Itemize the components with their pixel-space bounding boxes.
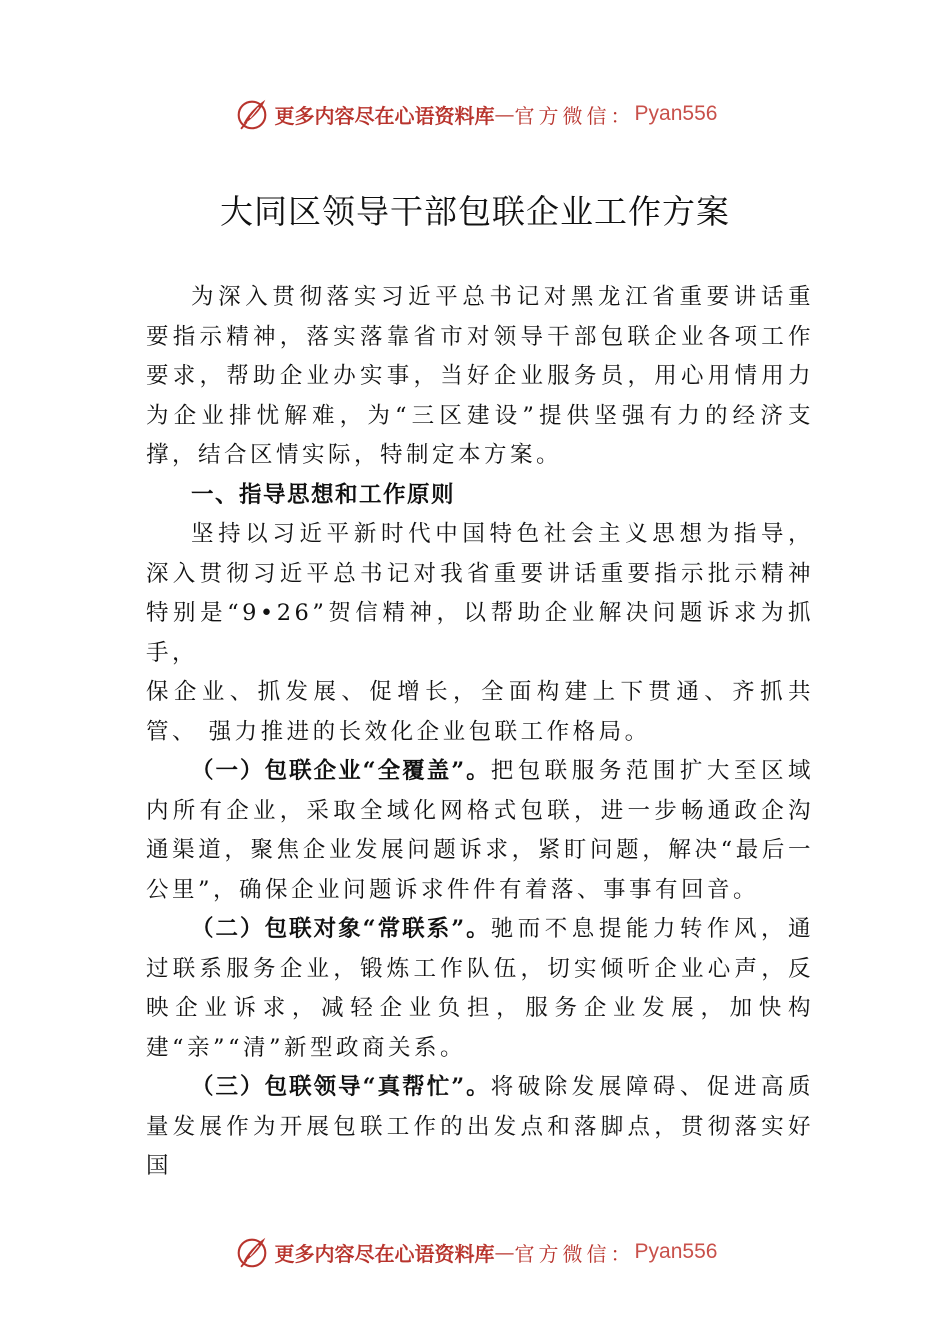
document-title: 大同区领导干部包联企业工作方案 bbox=[220, 192, 730, 231]
quill-logo-icon bbox=[233, 1233, 271, 1271]
banner-text: 更多内容尽在心语资料库 bbox=[274, 1241, 495, 1266]
document-body bbox=[146, 278, 814, 1187]
footer-banner bbox=[0, 1230, 950, 1274]
banner-wechat-id: Pyan556 bbox=[634, 1240, 718, 1263]
item-2-body: 驰而不息提能力转作风，通过联系服务企业，锻炼工作队伍，切实倾听企业心声，反映企业诉求，减轻企业负担，服务企业发展，加快构建“亲”“清”新型政商关系。 bbox=[146, 916, 814, 1061]
banner-wechat-label: 官方微信： bbox=[514, 1241, 635, 1266]
item-1-body: 把包联服务范围扩大至区域内所有企业，采取全域化网格式包联，进一步畅通政企沟通渠道，聚焦企业发展问题诉求，紧盯问题，解决“最后一公里”，确保企业问题诉求件件有着落、事事有回音。 bbox=[146, 758, 814, 903]
banner-wechat-id: Pyan556 bbox=[634, 102, 718, 125]
item-paragraph-3 bbox=[146, 1068, 814, 1187]
item-paragraph-2 bbox=[146, 910, 814, 1068]
item-1-heading: （一）包联企业“全覆盖”。 bbox=[191, 758, 491, 784]
item-3-heading: （三）包联领导“真帮忙”。 bbox=[191, 1074, 491, 1100]
section-paragraph-part-a: 坚持以习近平新时代中国特色社会主义思想为指导，深入贯彻习近平总书记对我省重要讲话重要指示批示精神特别是“9•26”贺信精神，以帮助企业解决问题诉求为抓手， bbox=[146, 521, 814, 666]
banner-separator: — bbox=[494, 1240, 515, 1264]
banner-text: 更多内容尽在心语资料库 bbox=[274, 103, 495, 128]
item-2-heading: （二）包联对象“常联系”。 bbox=[191, 916, 491, 942]
item-paragraph-1 bbox=[146, 752, 814, 910]
quill-logo-icon bbox=[233, 95, 271, 133]
banner-wechat-label: 官方微信： bbox=[514, 103, 635, 128]
section-paragraph bbox=[146, 515, 814, 673]
section-paragraph-continued: 保企业、抓发展、促增长，全面构建上下贯通、齐抓共管、 强力推进的长效化企业包联工作格局。 bbox=[146, 679, 814, 745]
item-3-body: 将破除发展障碍、促进高质量发展作为开展包联工作的出发点和落脚点，贯彻落实好国 bbox=[146, 1074, 814, 1179]
section-heading: 一、指导思想和工作原则 bbox=[191, 481, 456, 508]
header-banner bbox=[0, 92, 950, 136]
banner-separator: — bbox=[494, 102, 515, 126]
intro-paragraph: 为深入贯彻落实习近平总书记对黑龙江省重要讲话重要指示精神，落实落靠省市对领导干部包联企业各项工作要求，帮助企业办实事，当好企业服务员，用心用情用力为企业排忧解难，为“三区建设”提供坚强有力的经济支撑，结合区情实际，特制定本方案。 bbox=[146, 284, 814, 468]
